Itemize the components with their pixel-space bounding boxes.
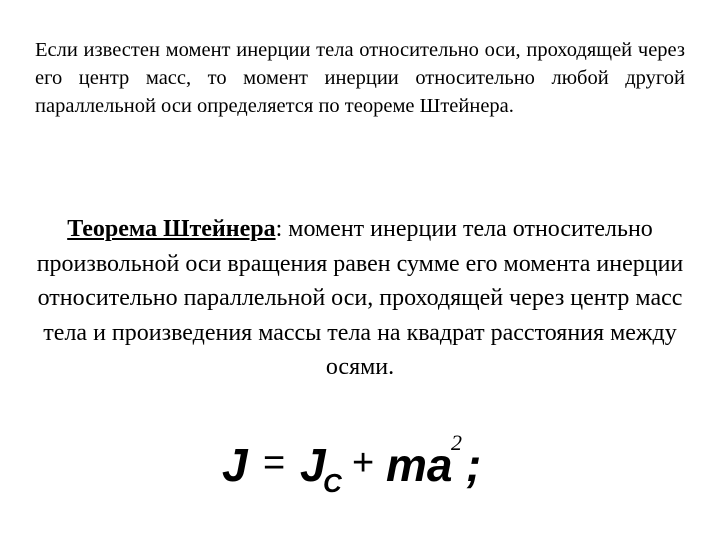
formula-term2: ma [386, 439, 453, 491]
theorem-body: момент инерции тела относительно произвольной оси вращения равен сумме его момента инерции относительно параллельной оси, проходящей через центр масс тела и произведения массы тела на квадрат расстояния между осями. [36, 216, 684, 380]
theorem-separator: : [275, 216, 283, 242]
theorem-term: Теорема Штейнера [67, 216, 276, 242]
steiner-formula [222, 430, 522, 498]
formula-term1: J [300, 439, 326, 491]
formula-term2-exponent: 2 [451, 430, 462, 455]
formula-equals-sign: = [263, 442, 286, 484]
formula-term1-subscript: C [323, 468, 342, 498]
formula-lhs: J [222, 439, 248, 491]
formula-plus-sign: + [352, 442, 375, 484]
formula-terminator: ; [466, 439, 482, 491]
intro-paragraph: Если известен момент инерции тела относительно оси, проходящей через его центр масс, то момент инерции относительно любой другой параллельной оси определяется по теореме Штейнера. [35, 39, 685, 117]
theorem-statement [30, 212, 690, 385]
